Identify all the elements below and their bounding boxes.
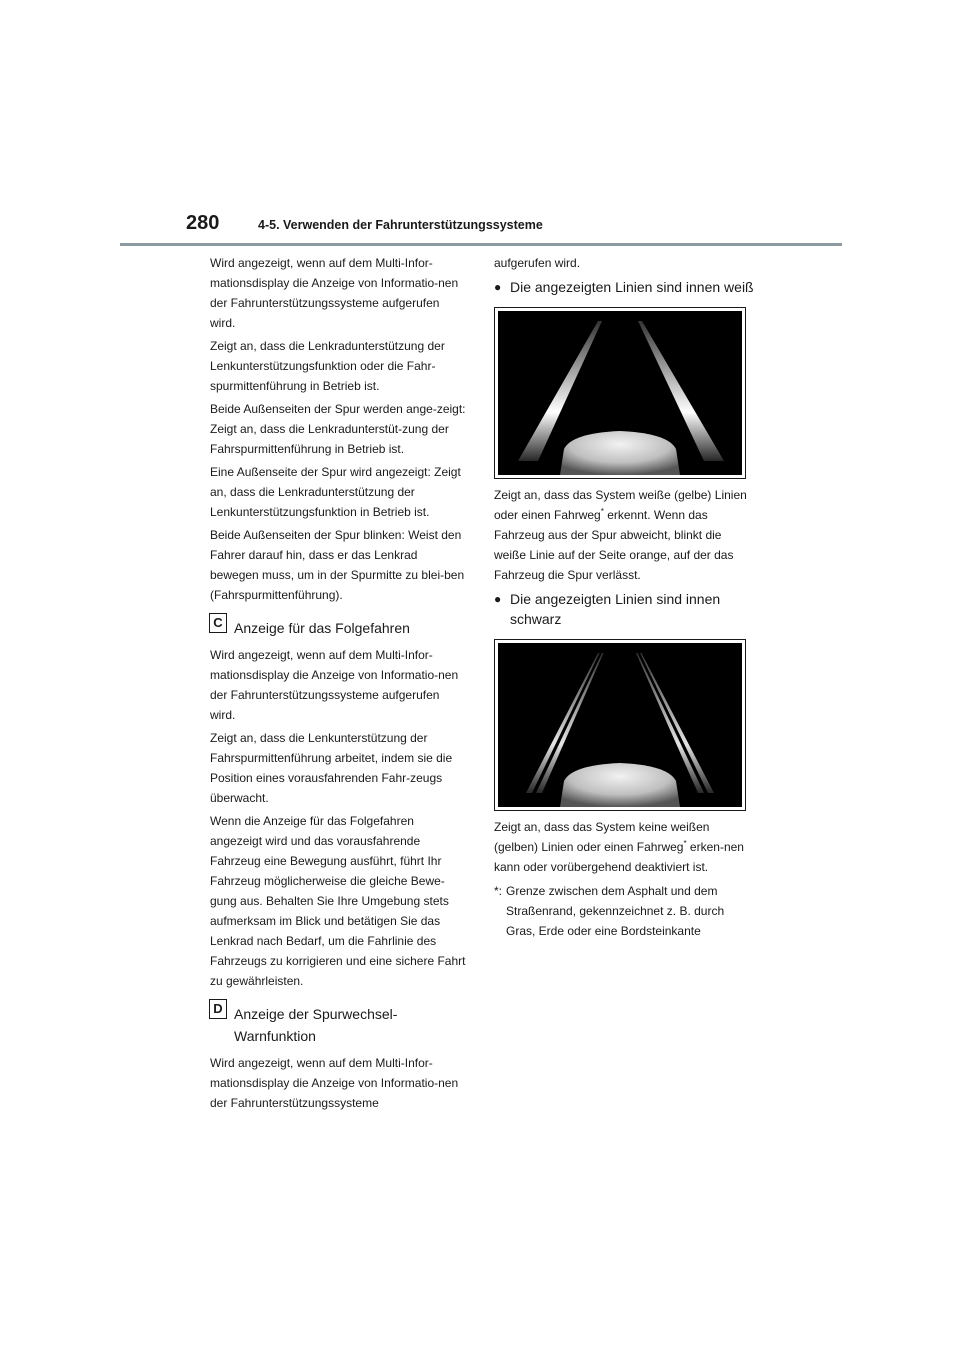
caption-black: Zeigt an, dass das System keine weißen (gelben) Linien oder einen Fahrweg* erken-nen kann oder vorübergehend deaktiviert ist. [494, 820, 744, 874]
paragraph: Beide Außenseiten der Spur blinken: Weist den Fahrer darauf hin, dass er das Lenkrad bewegen muss, um in der Spurmitte zu blei-ben (Fahrspurmittenführung). [210, 528, 465, 602]
paragraph: Wenn die Anzeige für das Folgefahren angezeigt wird und das vorausfahrende Fahrzeug eine Bewegung ausführt, führt Ihr Fahrzeug möglicherweise die gleiche Bewe-gung aus. Behalten Sie Ihre Umgebung stets aufmerksam im Blick und betätigen Sie das Lenkrad nach Bedarf, um die Fahrlinie des Fahrzeugs zu korrigieren und eine sichere Fahrt zu gewährleisten. [210, 814, 466, 988]
bullet-icon: ● [494, 280, 502, 294]
caption-white: Zeigt an, dass das System weiße (gelbe) Linien oder einen Fahrweg* erkennt. Wenn das Fahrzeug aus der Spur abweicht, blinkt die weiße Linie auf der Seite orange, auf der das Fahrzeug die Spur verlässt. [494, 488, 747, 582]
section-heading-c [210, 617, 468, 639]
section-title-c: Anzeige für das Folgefahren [234, 620, 410, 636]
paragraph: Eine Außenseite der Spur wird angezeigt: Zeigt an, dass die Lenkradunterstützung der Lenkunterstützungsfunktion in Betrieb ist. [210, 465, 461, 519]
paragraph: aufgerufen wird. [494, 256, 581, 270]
lane-display-black-image [498, 643, 742, 807]
paragraph: Wird angezeigt, wenn auf dem Multi-Infor-mationsdisplay die Anzeige von Informatio-nen der Fahrunterstützungssysteme [210, 1056, 459, 1110]
paragraph: Zeigt an, dass die Lenkunterstützung der Fahrspurmittenführung arbeitet, indem sie die Position eines vorausfahrenden Fahr-zeugs überwacht. [210, 731, 453, 805]
paragraph: Wird angezeigt, wenn auf dem Multi-Infor-mationsdisplay die Anzeige von Informatio-nen der Fahrunterstützungssysteme aufgerufen wird. [210, 256, 459, 330]
lane-display-white-figure [494, 307, 746, 479]
footnote-text: Grenze zwischen dem Asphalt und dem Straßenrand, gekennzeichnet z. B. durch Gras, Erde oder eine Bordsteinkante [506, 884, 725, 938]
header-rule [120, 243, 842, 246]
section-heading-d [210, 1003, 468, 1047]
bullet-text: Die angezeigten Linien sind innen schwarz [510, 591, 721, 627]
lane-display-white-image [498, 311, 742, 475]
section-letter-d: D [209, 999, 227, 1019]
right-column [494, 253, 756, 941]
footnote [494, 881, 756, 941]
paragraph: Wird angezeigt, wenn auf dem Multi-Infor-mationsdisplay die Anzeige von Informatio-nen der Fahrunterstützungssysteme aufgerufen wird. [210, 648, 459, 722]
chapter-title: 4-5. Verwenden der Fahrunterstützungssysteme [258, 218, 543, 232]
bullet-icon: ● [494, 592, 502, 606]
bullet-heading-black [494, 589, 756, 629]
bullet-heading-white [494, 277, 756, 297]
section-letter-c: C [209, 613, 227, 633]
left-column [210, 253, 468, 1116]
section-title-d: Anzeige der Spurwechsel-Warnfunktion [234, 1006, 398, 1044]
paragraph: Zeigt an, dass die Lenkradunterstützung der Lenkunterstützungsfunktion oder die Fahr-spurmittenführung in Betrieb ist. [210, 339, 445, 393]
page-number: 280 [186, 212, 220, 234]
lane-display-black-figure [494, 639, 746, 811]
paragraph: Beide Außenseiten der Spur werden ange-zeigt: Zeigt an, dass die Lenkradunterstüt-zung der Fahrspurmittenführung in Betrieb ist. [210, 402, 466, 456]
bullet-text: Die angezeigten Linien sind innen weiß [510, 279, 754, 295]
footnote-mark: *: [494, 884, 503, 898]
